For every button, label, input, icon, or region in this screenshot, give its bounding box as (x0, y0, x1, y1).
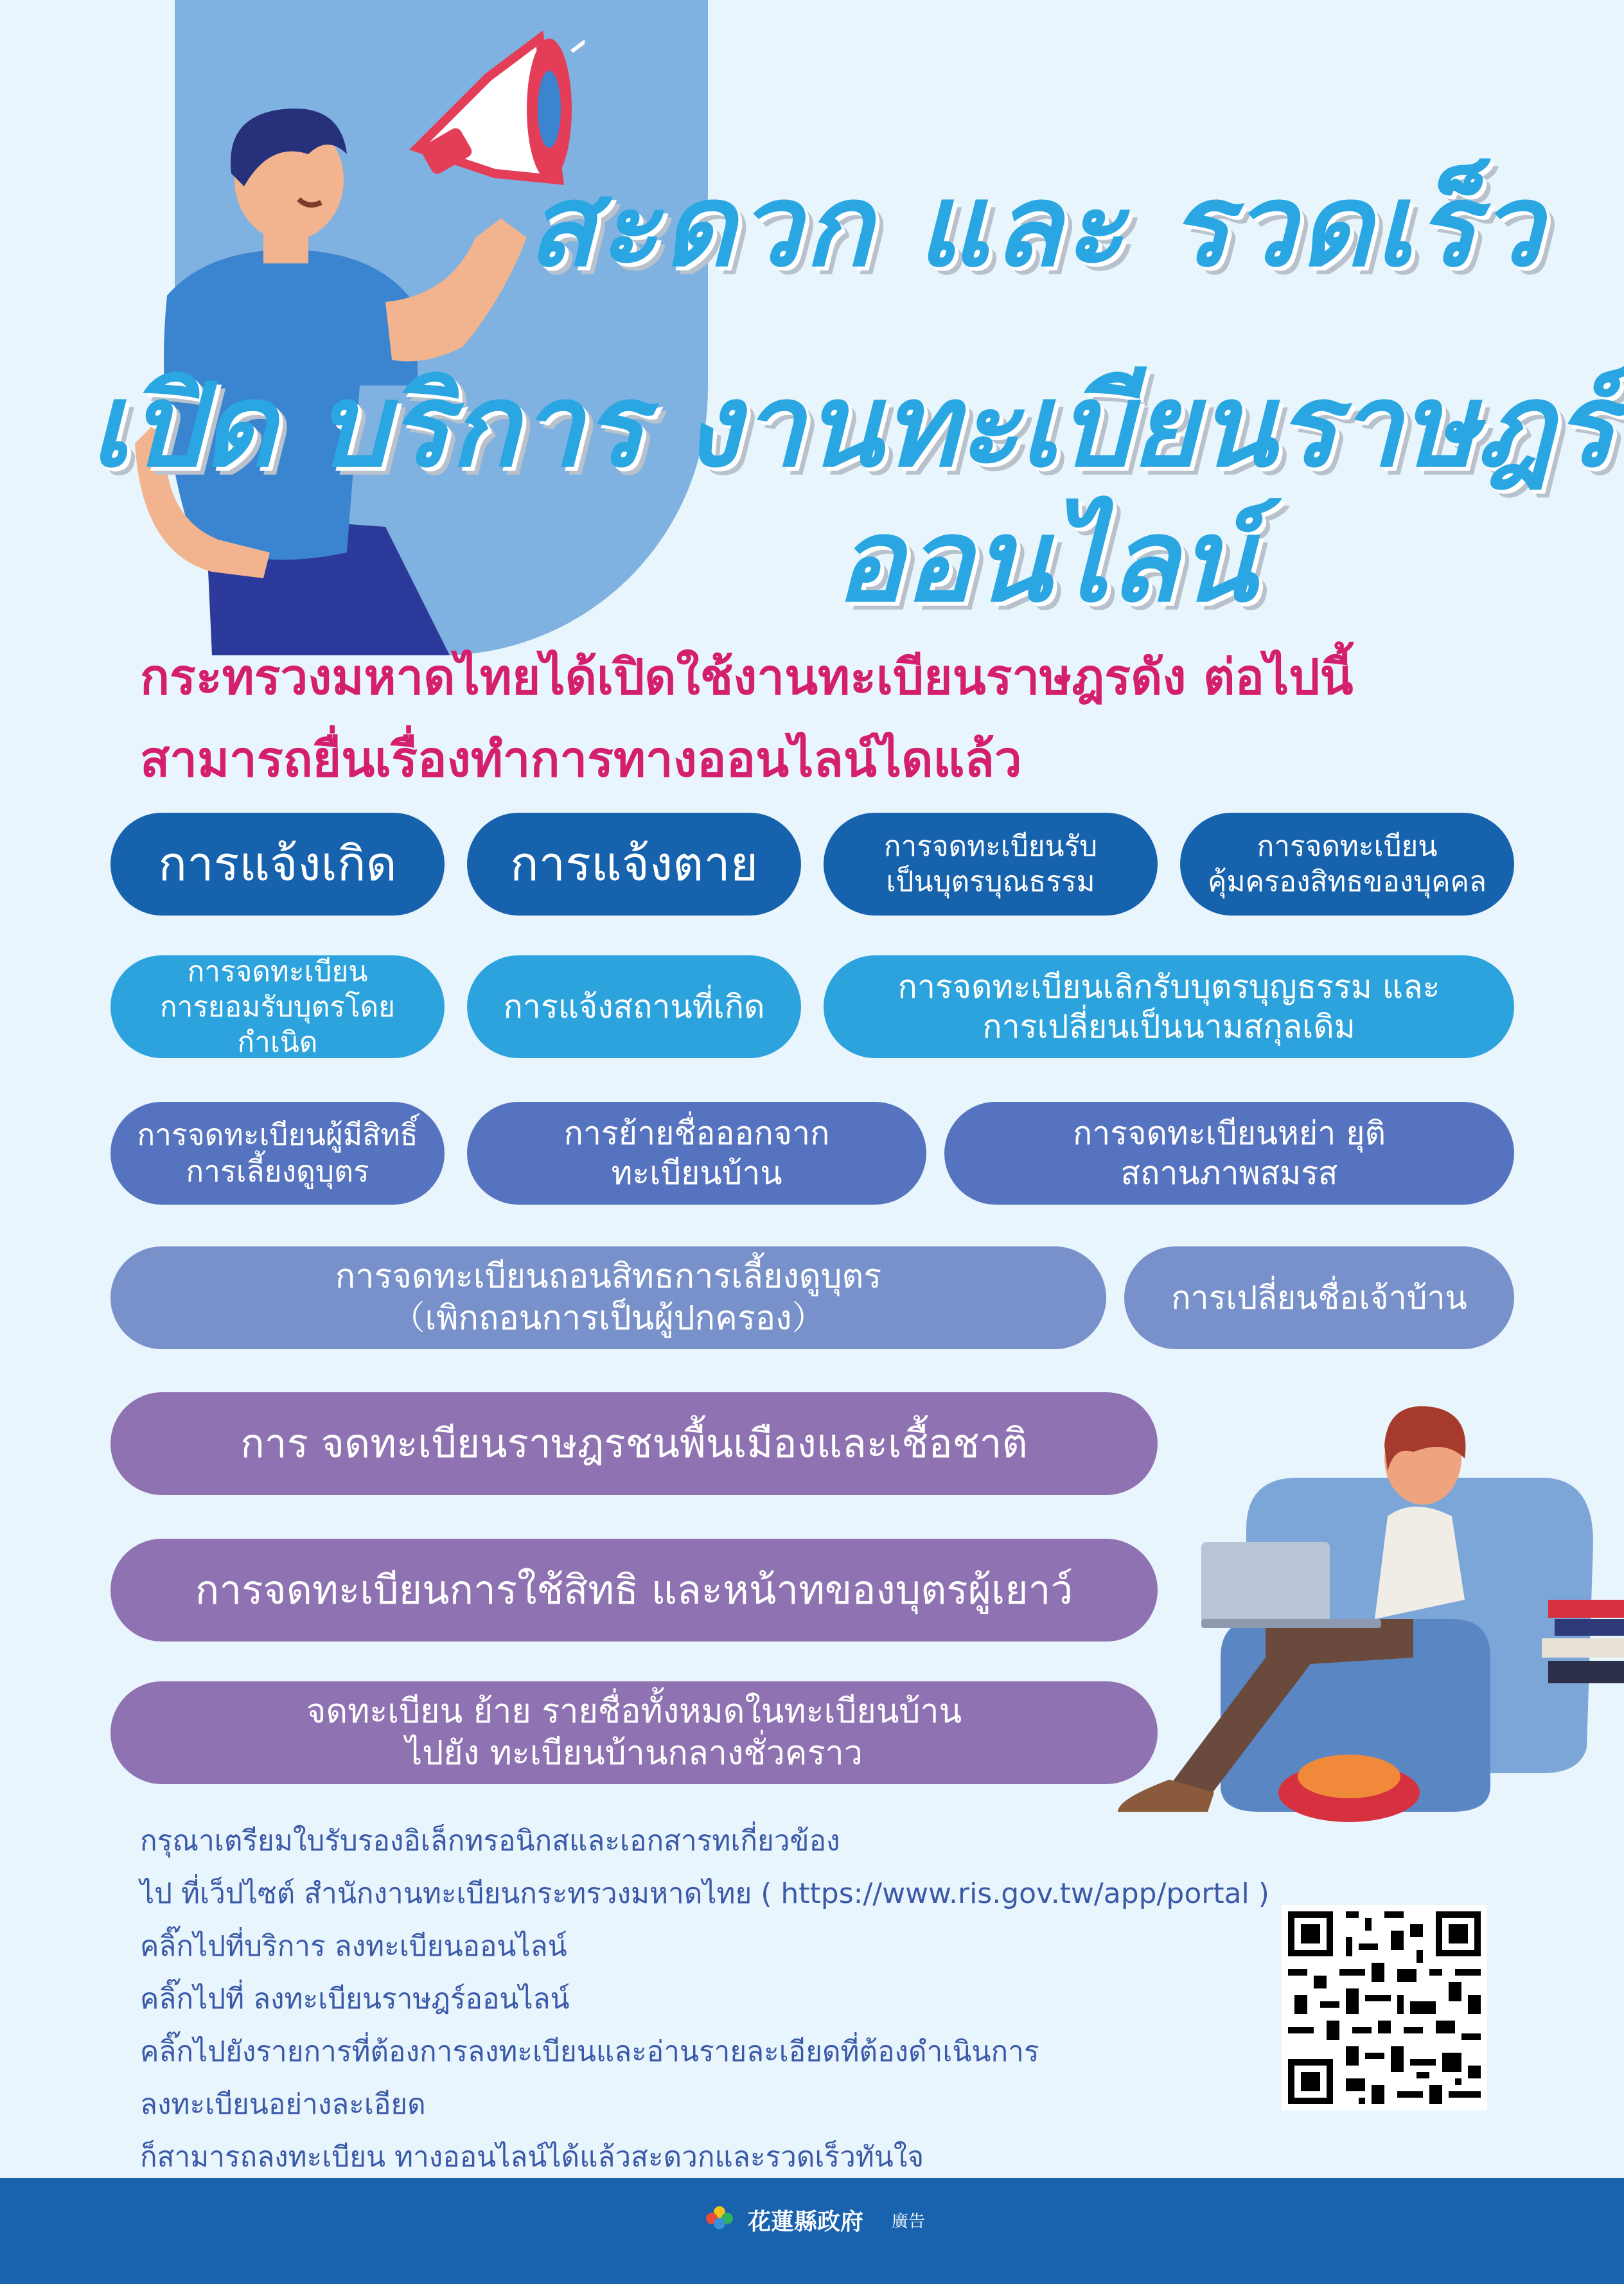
intro-line-2: สามารถยื่นเรื่องทำการทางออนไลน์ไดแล้ว (140, 730, 1022, 788)
service-label: การแจ้งสถานที่เกิด (503, 987, 765, 1025)
intro-line-1: กระทรวงมหาดไทยได้เปิดใช้งานทะเบียนราษฎรดัง ต่อไปนี้ (140, 648, 1354, 705)
service-change-householder (1124, 1246, 1514, 1349)
service-label-line1: การจดทะเบียนถอนสิทธการเลี้ยงดูบุตร (335, 1257, 882, 1296)
service-label: การ จดทะเบียนราษฎรชนพื้นเมืองและเชื้อชาติ (240, 1420, 1028, 1467)
intro-text (140, 636, 1521, 801)
headline-line-3: ออนไลน์ (835, 494, 1257, 627)
footer-ad-label: 廣告 (892, 2211, 926, 2231)
service-label-line1: การย้ายชื่อออกจาก (563, 1114, 830, 1152)
service-label-line2: （เพิกถอนการเป็นผู้ปกครอง） (391, 1299, 825, 1338)
instruction-4: คลิ๊กไปที่ ลงทะเบียนราษฎร์ออนไลน์ (140, 1983, 570, 2015)
service-label-line2: สถานภาพสมรส (1120, 1155, 1338, 1192)
qr-code-icon[interactable] (1282, 1905, 1487, 2111)
service-legitimation-registration (110, 955, 445, 1058)
instruction-1: กรุณาเตรียมใบรับรองอิเล็กทรอนิกสและเอกสารทเกี่ยวข้อง (140, 1825, 840, 1857)
instruction-7: ก็สามารถลงทะเบียน ทางออนไลน์ได้แล้วสะดวกและรวดเร็วทันใจ (140, 2141, 924, 2173)
instruction-3: คลิ๊กไปที่บริการ ลงทะเบียนออนไลน์ (140, 1930, 567, 1963)
service-label: การแจ้งเกิด (158, 836, 397, 892)
service-remove-from-household (467, 1102, 926, 1205)
instructions (140, 1815, 1269, 2184)
service-indigenous-registration (110, 1392, 1158, 1495)
service-label-line2: การเลี้ยงดูบุตร (186, 1154, 369, 1189)
service-label-line1: การจดทะเบียน (1257, 830, 1438, 863)
service-temporary-household-move (110, 1681, 1158, 1784)
man-with-laptop-illustration (1054, 1388, 1624, 1837)
service-label: การเปลี่ยนชื่อเจ้าบ้าน (1171, 1279, 1467, 1316)
service-label-line1: การจดทะเบียน (187, 955, 368, 988)
hualien-logo-icon (700, 2200, 739, 2239)
headline-line-2: เปิด บริการ งานทะเบียนราษฎร์ (90, 359, 1616, 492)
service-birth-registration (110, 813, 445, 916)
footer-org-name: 花蓮縣政府 (748, 2208, 864, 2235)
service-birthplace-notification (467, 955, 801, 1058)
service-label: การแจ้งตาย (509, 836, 759, 892)
service-label-line1: การจดทะเบียนรับ (883, 830, 1098, 863)
service-label-line2: การเปลี่ยนเป็นนามสกุลเดิม (982, 1008, 1355, 1045)
service-label-line1: จดทะเบียน ย้าย รายชื่อทั้งหมดในทะเบียนบ้าน (306, 1692, 962, 1731)
footer-logo (700, 2200, 925, 2239)
service-guardianship-registration (1180, 813, 1514, 916)
service-label-line2: ไปยัง ทะเบียนบ้านกลางชั่วคราว (405, 1734, 863, 1773)
instruction-2: ไป ที่เว็ปไซต์ สำนักงานทะเบียนกระทรวงมหาดไทย ( https://www.ris.gov.tw/app/portal ) (140, 1877, 1269, 1910)
headline-line-1: สะดวก และ รวดเร็ว (527, 160, 1546, 292)
service-label-line2: การยอมรับบุตรโดยกำเนิด (160, 990, 395, 1059)
service-adoption-termination (824, 955, 1514, 1058)
service-death-registration (467, 813, 801, 916)
service-label-line1: การจดทะเบียนผู้มีสิทธิ์ (137, 1117, 418, 1152)
service-label: การจดทะเบียนการใช้สิทธิ และหน้าทของบุตรผู้เยาว์ (195, 1566, 1073, 1614)
service-custody-registration (110, 1102, 445, 1205)
service-minor-rights-registration (110, 1539, 1158, 1642)
instruction-6: ลงทะเบียนอย่างละเอียด (140, 2088, 426, 2121)
service-label-line2: ทะเบียนบ้าน (611, 1155, 782, 1192)
service-label-line2: คุ้มครองสิทธของบุคคล (1208, 865, 1487, 898)
service-custody-revocation (110, 1246, 1106, 1349)
service-label-line2: เป็นบุตรบุณธรรม (886, 865, 1095, 898)
instruction-5: คลิ๊กไปยังรายการที่ต้องการลงทะเบียนและอ่านรายละเอียดที่ต้องดำเนินการ (140, 2035, 1039, 2068)
service-label-line1: การจดทะเบียนเลิกรับบุตรบุญธรรม และ (897, 968, 1440, 1005)
service-divorce-registration (944, 1102, 1514, 1205)
service-adoption-registration (824, 813, 1158, 916)
service-label-line1: การจดทะเบียนหย่า ยุติ (1072, 1114, 1386, 1152)
